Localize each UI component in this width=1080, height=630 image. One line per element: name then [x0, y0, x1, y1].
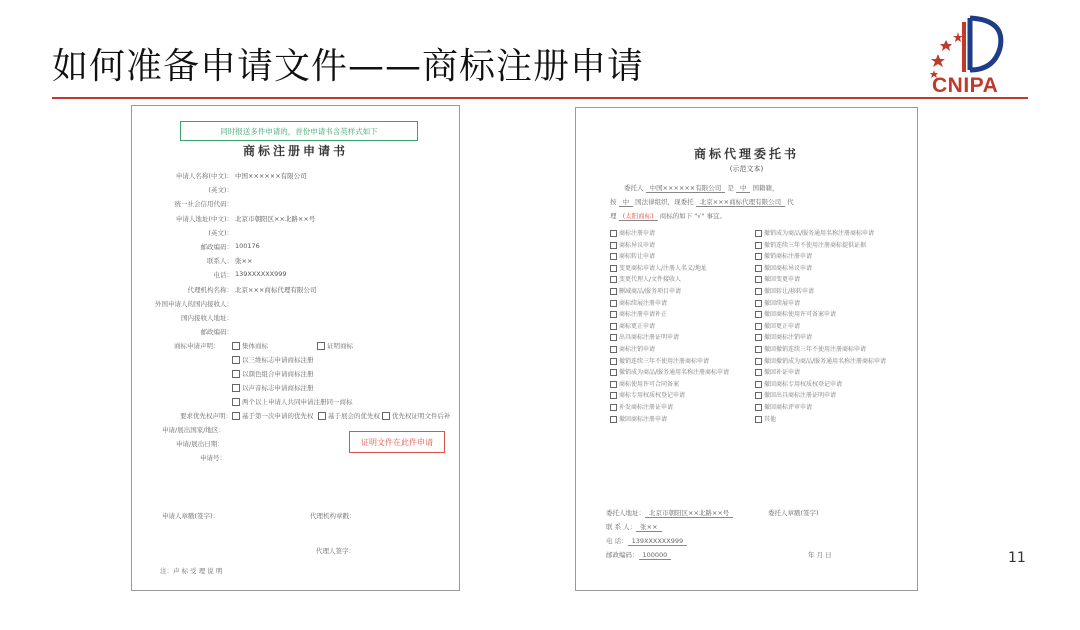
form-row: 国内接收人地址：: [181, 313, 233, 322]
footer-note: 注：声 标 受 理 说 明: [160, 567, 223, 575]
form-row: 电话： 139XXXXXX999: [213, 270, 287, 280]
checklist-item: 变更代理人/文件接收人: [610, 274, 752, 286]
checklist-item: 商标注销申请: [610, 344, 752, 356]
form-title: 商标代理委托书: [693, 147, 799, 161]
checkbox-icon: [610, 334, 617, 341]
checkbox-icon: [755, 369, 762, 376]
priority-row: 申请/展出日期：: [176, 440, 224, 448]
checklist-item: 商标专用权质权登记申请: [610, 390, 752, 402]
checklist-left: [610, 228, 752, 425]
form-row: (英文)：: [208, 186, 233, 195]
checklist-item: 出具商标注册证明申请: [610, 332, 752, 344]
page-number: 11: [1008, 550, 1026, 566]
check-joint: 两个以上申请人共同申请注册同一商标: [232, 397, 353, 406]
checkbox-icon: [755, 276, 762, 283]
trademark-agency-power-of-attorney: [575, 107, 918, 591]
checkbox-icon: [317, 342, 325, 350]
checklist-item: 商标使用许可合同备案: [610, 379, 752, 391]
priority-option: 基于第一次申请的优先权: [232, 411, 314, 420]
checkbox-icon: [755, 253, 762, 260]
checklist-item: 商标转让申请: [610, 251, 752, 263]
checkbox-icon: [610, 392, 617, 399]
checkbox-icon: [610, 346, 617, 353]
checkbox-icon: [610, 253, 617, 260]
checklist-item: 商标注册申请: [610, 228, 752, 240]
checkbox-icon: [755, 242, 762, 249]
checklist-item: 撤销连续三年不使用注册商标申请: [610, 356, 752, 368]
checkbox-icon: [610, 230, 617, 237]
checkbox-icon: [610, 311, 617, 318]
checkbox-icon: [610, 381, 617, 388]
checklist-item: 删减商品/服务项目申请: [610, 286, 752, 298]
checklist-item: 其他: [755, 414, 897, 426]
checkbox-icon: [232, 356, 240, 364]
checkbox-icon: [610, 369, 617, 376]
checkbox-icon: [755, 288, 762, 295]
checklist-item: 撤销成为商品/服务通用名称注册商标申请: [610, 367, 752, 379]
checkbox-icon: [232, 398, 240, 406]
entrust-line-1: 委托人 中国××××××有限公司 是 中 国籍籍，: [624, 184, 779, 192]
check-sound: 以声音标志申请商标注册: [232, 383, 314, 392]
phone-line: 电 话： 139XXXXXX999: [606, 536, 687, 546]
checklist-item: 撤回商标异议申请: [755, 263, 897, 275]
checklist-item: 撤回变更申请: [755, 274, 897, 286]
date-line: 年 月 日: [808, 551, 832, 559]
agency-seal-label: 代理机构章戳：: [310, 512, 356, 520]
form-row: 邮政编码： 100176: [200, 241, 260, 251]
checkbox-icon: [232, 412, 240, 420]
cnipa-logo-text: CNIPA: [932, 74, 999, 97]
type-label: 商标申请声明：: [174, 342, 220, 350]
form-row: (英文)：: [208, 228, 233, 237]
title-underline: [52, 97, 1028, 99]
checkbox-icon: [610, 416, 617, 423]
slide-title: 如何准备申请文件——商标注册申请: [52, 46, 645, 87]
check-color: 以颜色组合申请商标注册: [232, 369, 314, 378]
checkbox-icon: [232, 384, 240, 392]
check-collective: 集体商标: [232, 341, 268, 350]
form-row: 联系人： 张××: [207, 257, 253, 266]
checklist-right: [755, 228, 897, 425]
checklist-item: 撤回补证申请: [755, 367, 897, 379]
checklist-item: 撤回转让/移转申请: [755, 286, 897, 298]
checkbox-icon: [755, 381, 762, 388]
zip-line: 邮政编码： 100000: [606, 550, 671, 560]
checkbox-icon: [755, 230, 762, 237]
checklist-item: 撤回更正申请: [755, 321, 897, 333]
checklist-item: 撤回商标使用许可备案申请: [755, 309, 897, 321]
checklist-item: 撤销成为商品/服务通用名称注册商标申请: [755, 228, 897, 240]
entrust-line-2: 按 中 国法律组织，现委托 北京×××商标代理有限公司 代: [610, 198, 794, 206]
checkbox-icon: [610, 288, 617, 295]
checkbox-icon: [755, 416, 762, 423]
checkbox-icon: [755, 404, 762, 411]
checkbox-icon: [610, 242, 617, 249]
trademark-application-form: [131, 105, 460, 591]
red-annotation: 证明文件在此件申请: [349, 431, 445, 453]
checkbox-icon: [610, 323, 617, 330]
checklist-item: 撤回撤销成为商品/服务通用名称注册商标申请: [755, 356, 897, 368]
applicant-seal-label: 申请人章戳(签字)：: [162, 512, 220, 520]
checkbox-icon: [755, 300, 762, 307]
priority-option: 优先权证明文件后补: [382, 411, 451, 420]
checkbox-icon: [610, 276, 617, 283]
checklist-item: 撤回出具商标注册证明申请: [755, 390, 897, 402]
checkbox-icon: [610, 265, 617, 272]
form-subtitle: (示范文本): [729, 165, 764, 173]
client-address-line: 委托人地址： 北京市朝阳区××北路××号: [606, 508, 733, 518]
form-row: 申请人地址(中文)： 北京市朝阳区××北路××号: [175, 214, 316, 223]
checkbox-icon: [232, 342, 240, 350]
form-row: 代理机构名称： 北京×××商标代理有限公司: [187, 285, 317, 294]
checkbox-icon: [755, 323, 762, 330]
checkbox-icon: [755, 334, 762, 341]
applicant-fields: [132, 169, 460, 339]
checklist-item: 商标异议申请: [610, 240, 752, 252]
checklist-item: 变更商标申请人/注册人名义/地址: [610, 263, 752, 275]
entrust-line-3: 理 (太阳商标) 商标的如下 "√" 事宜。: [610, 212, 726, 220]
agent-sign-label: 代理人签字：: [316, 547, 355, 555]
checkbox-icon: [755, 311, 762, 318]
checklist-item: 撤回商标注册申请: [610, 414, 752, 426]
check-certification: 证明商标: [317, 341, 353, 350]
checklist-item: 撤回商标专用权质权登记申请: [755, 379, 897, 391]
form-title: 商标注册申请书: [242, 144, 348, 158]
form-row: 邮政编码：: [200, 328, 233, 337]
priority-label: 要求优先权声明：: [180, 412, 232, 420]
checklist-item: 撤回商标评审申请: [755, 402, 897, 414]
priority-row: 申请/展出国家/地区：: [162, 426, 225, 434]
checklist-item: 撤销连续三年不使用注册商标提供证据: [755, 240, 897, 252]
check-3d: 以三维标志申请商标注册: [232, 355, 314, 364]
contact-line: 联 系 人： 张××: [606, 522, 662, 532]
checkbox-icon: [755, 346, 762, 353]
checklist-item: 商标注册申请补正: [610, 309, 752, 321]
form-row: 统一社会信用代码：: [174, 200, 233, 209]
checkbox-icon: [318, 412, 326, 420]
client-seal-label: 委托人章戳(签字): [768, 509, 819, 517]
priority-row: 申请号：: [200, 454, 226, 462]
checklist-item: 撤回续展申请: [755, 298, 897, 310]
checkbox-icon: [610, 404, 617, 411]
checklist-item: 撤销商标注册申请: [755, 251, 897, 263]
checklist-item: 撤回撤销连续三年不使用注册商标申请: [755, 344, 897, 356]
checkbox-icon: [232, 370, 240, 378]
checkbox-icon: [755, 265, 762, 272]
checkbox-icon: [755, 358, 762, 365]
checklist-item: 撤回商标注销申请: [755, 332, 897, 344]
green-annotation: 同时报送多件申请的，首份申请书含英样式如下: [180, 121, 418, 141]
checkbox-icon: [610, 358, 617, 365]
form-row: 申请人名称(中文)： 中国××××××有限公司: [175, 172, 307, 180]
checkbox-icon: [755, 392, 762, 399]
checklist-item: 商标更正申请: [610, 321, 752, 333]
checklist-item: 商标续展注册申请: [610, 298, 752, 310]
form-row: 外国申请人的国内接收人：: [155, 299, 233, 308]
priority-option: 基于展会的优先权: [318, 411, 380, 420]
checkbox-icon: [382, 412, 390, 420]
checklist-item: 补发商标注册证申请: [610, 402, 752, 414]
checkbox-icon: [610, 300, 617, 307]
